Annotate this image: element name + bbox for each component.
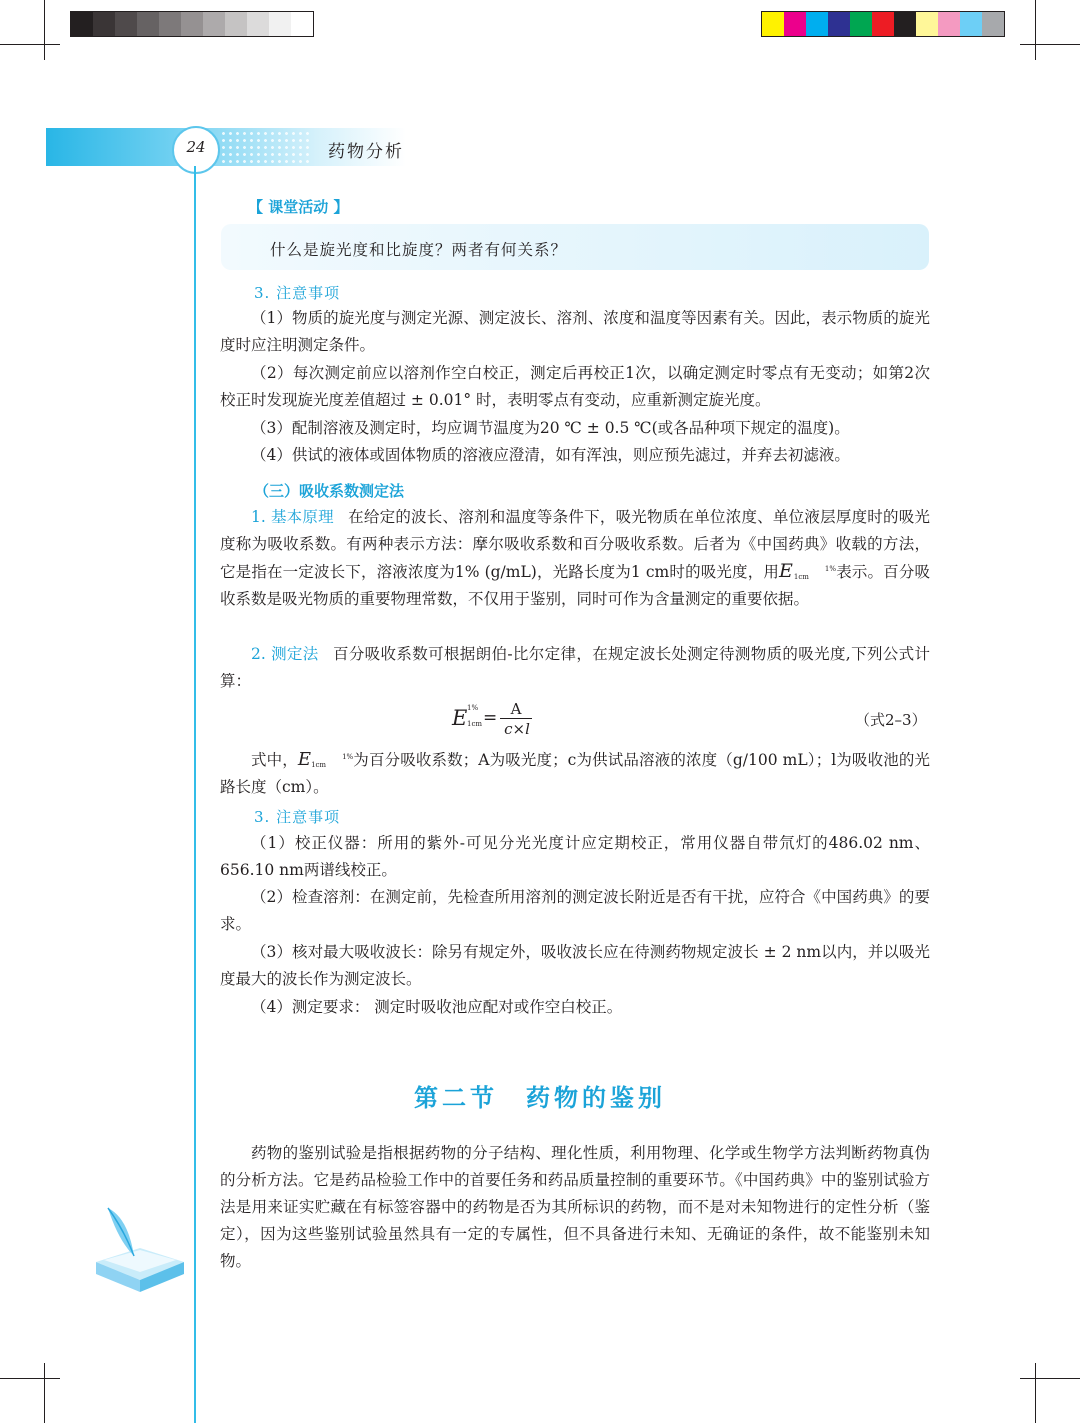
note-paragraph: （3）配制溶液及测定时，均应调节温度为20 ℃ ± 0.5 ℃(或各品种项下规定的温度)。	[251, 419, 850, 437]
formula-symbol-sup: 1%	[467, 704, 479, 712]
crop-mark	[44, 1363, 45, 1423]
color-swatch	[872, 12, 894, 36]
color-swatch	[806, 12, 828, 36]
crop-mark	[44, 0, 45, 60]
formula-symbol-sub: 1cm	[467, 720, 483, 728]
color-swatch	[982, 12, 1004, 36]
where-text: 为百分吸收系数；A为吸光度；c为供试品溶液的浓度（g/100 mL）；l为吸收池的光路长度（cm）。	[220, 751, 930, 796]
notes-heading: 3. 注意事项	[254, 284, 341, 302]
crop-mark	[0, 1378, 60, 1379]
grayscale-swatch	[137, 12, 159, 36]
grayscale-swatch	[71, 12, 93, 36]
color-swatch	[938, 12, 960, 36]
formula-explanation	[220, 746, 930, 801]
color-calibration-bar	[761, 11, 1005, 37]
grayscale-swatch	[247, 12, 269, 36]
crop-mark	[1035, 1363, 1036, 1423]
formula-symbol-E: E	[452, 706, 468, 730]
where-symbol-indices: 1% 1cm	[311, 753, 354, 769]
color-swatch	[960, 12, 982, 36]
section-title: 第二节 药物的鉴别	[414, 1083, 666, 1112]
grayscale-swatch	[203, 12, 225, 36]
formula-equals: =	[483, 708, 498, 728]
header-dot-pattern	[220, 130, 310, 166]
symbol-indices: 1% 1cm	[793, 565, 837, 581]
note-paragraph: （1）校正仪器：所用的紫外-可见分光光度计应定期校正，常用仪器自带氘灯的486.02 nm、656.10 nm两谱线校正。	[220, 834, 930, 879]
crop-mark	[1035, 0, 1036, 60]
note-paragraph: （4）供试的液体或固体物质的溶液应澄清，如有浑浊，则应预先滤过，并弃去初滤液。	[251, 446, 850, 464]
where-prefix: 式中，	[251, 751, 298, 769]
book-feather-icon	[88, 1200, 188, 1300]
activity-label: 【 课堂活动 】	[248, 198, 349, 216]
margin-rule	[194, 166, 196, 1423]
where-symbol: E	[297, 749, 312, 770]
note-paragraph: （2）检查溶剂：在测定前，先检查所用溶剂的测定波长附近是否有干扰，应符合《中国药典》的要求。	[220, 888, 930, 933]
color-swatch	[916, 12, 938, 36]
grayscale-swatch	[115, 12, 137, 36]
section-paragraph: 药物的鉴别试验是指根据药物的分子结构、理化性质，利用物理、化学或生物学方法判断药物真伪的分析方法。它是药品检验工作中的首要任务和药品质量控制的重要环节。《中国药典》中的鉴别试验方法是用来证实贮藏在有标签容器中的药物是否为其所标识的药物，而不是对未知物进行的定性分析（鉴定），因为这些鉴别试验虽然具有一定的专属性，但不具备进行未知、无确证的条件，故不能鉴别未知物。	[220, 1144, 930, 1270]
grayscale-swatch	[269, 12, 291, 36]
principle-label: 1. 基本原理	[251, 508, 334, 526]
crop-mark	[0, 44, 60, 45]
crop-mark	[1020, 1378, 1080, 1379]
absorption-symbol: E	[779, 560, 793, 582]
method-label: 2. 测定法	[251, 645, 319, 663]
formula-numerator: A	[510, 700, 522, 718]
activity-question: 什么是旋光度和比旋度？两者有何关系？	[270, 241, 568, 259]
principle-paragraph	[220, 504, 930, 613]
note-paragraph: （2）每次测定前应以溶剂作空白校正，测定后再校正1次，以确定测定时零点有无变动；如第2次校正时发现旋光度差值超过 ± 0.01° 时，表明零点有变动，应重新测定旋光度。	[220, 364, 930, 409]
grayscale-swatch	[225, 12, 247, 36]
method-text: 百分吸收系数可根据朗伯-比尔定律，在规定波长处测定待测物质的吸光度,下列公式计算：	[220, 645, 930, 690]
formula-label: （式2–3）	[855, 711, 927, 729]
method-paragraph	[220, 641, 930, 695]
note-paragraph: （1）物质的旋光度与测定光源、测定波长、溶剂、浓度和温度等因素有关。因此，表示物质的旋光度时应注明测定条件。	[220, 309, 930, 354]
color-swatch	[784, 12, 806, 36]
subsection-heading: （三）吸收系数测定法	[254, 482, 405, 500]
grayscale-swatch	[159, 12, 181, 36]
color-swatch	[850, 12, 872, 36]
principle-text: 在给定的波长、溶剂和温度等条件下，吸光物质在单位浓度、单位液层厚度时的吸光度称为吸收系数。有两种表示方法：摩尔吸收系数和百分吸收系数。后者为《中国药典》收载的方法，它是指在一定波长下，溶液浓度为1% (g/mL)，光路长度为1 cm时的吸光度，用	[220, 508, 930, 581]
crop-mark	[1020, 44, 1080, 45]
color-swatch	[762, 12, 784, 36]
notes-heading: 3. 注意事项	[254, 808, 341, 826]
note-paragraph: （3）核对最大吸收波长：除另有规定外，吸收波长应在待测药物规定波长 ± 2 nm以内，并以吸光度最大的波长作为测定波长。	[220, 943, 930, 988]
page-number: 24	[186, 138, 206, 156]
formula-denominator: c×l	[504, 720, 530, 738]
grayscale-swatch	[181, 12, 203, 36]
formula	[452, 700, 562, 744]
grayscale-calibration-bar	[70, 11, 314, 37]
principle-text-end: 表示。百分吸收系数是吸光物质的重要物理常数，不仅用于鉴别，同时可作为含量测定的重要依据。	[220, 563, 930, 608]
color-swatch	[894, 12, 916, 36]
grayscale-swatch	[291, 12, 313, 36]
note-paragraph: （4）测定要求： 测定时吸收池应配对或作空白校正。	[251, 998, 623, 1016]
fraction-bar	[500, 718, 532, 719]
grayscale-swatch	[93, 12, 115, 36]
color-swatch	[828, 12, 850, 36]
book-title: 药物分析	[328, 142, 404, 162]
